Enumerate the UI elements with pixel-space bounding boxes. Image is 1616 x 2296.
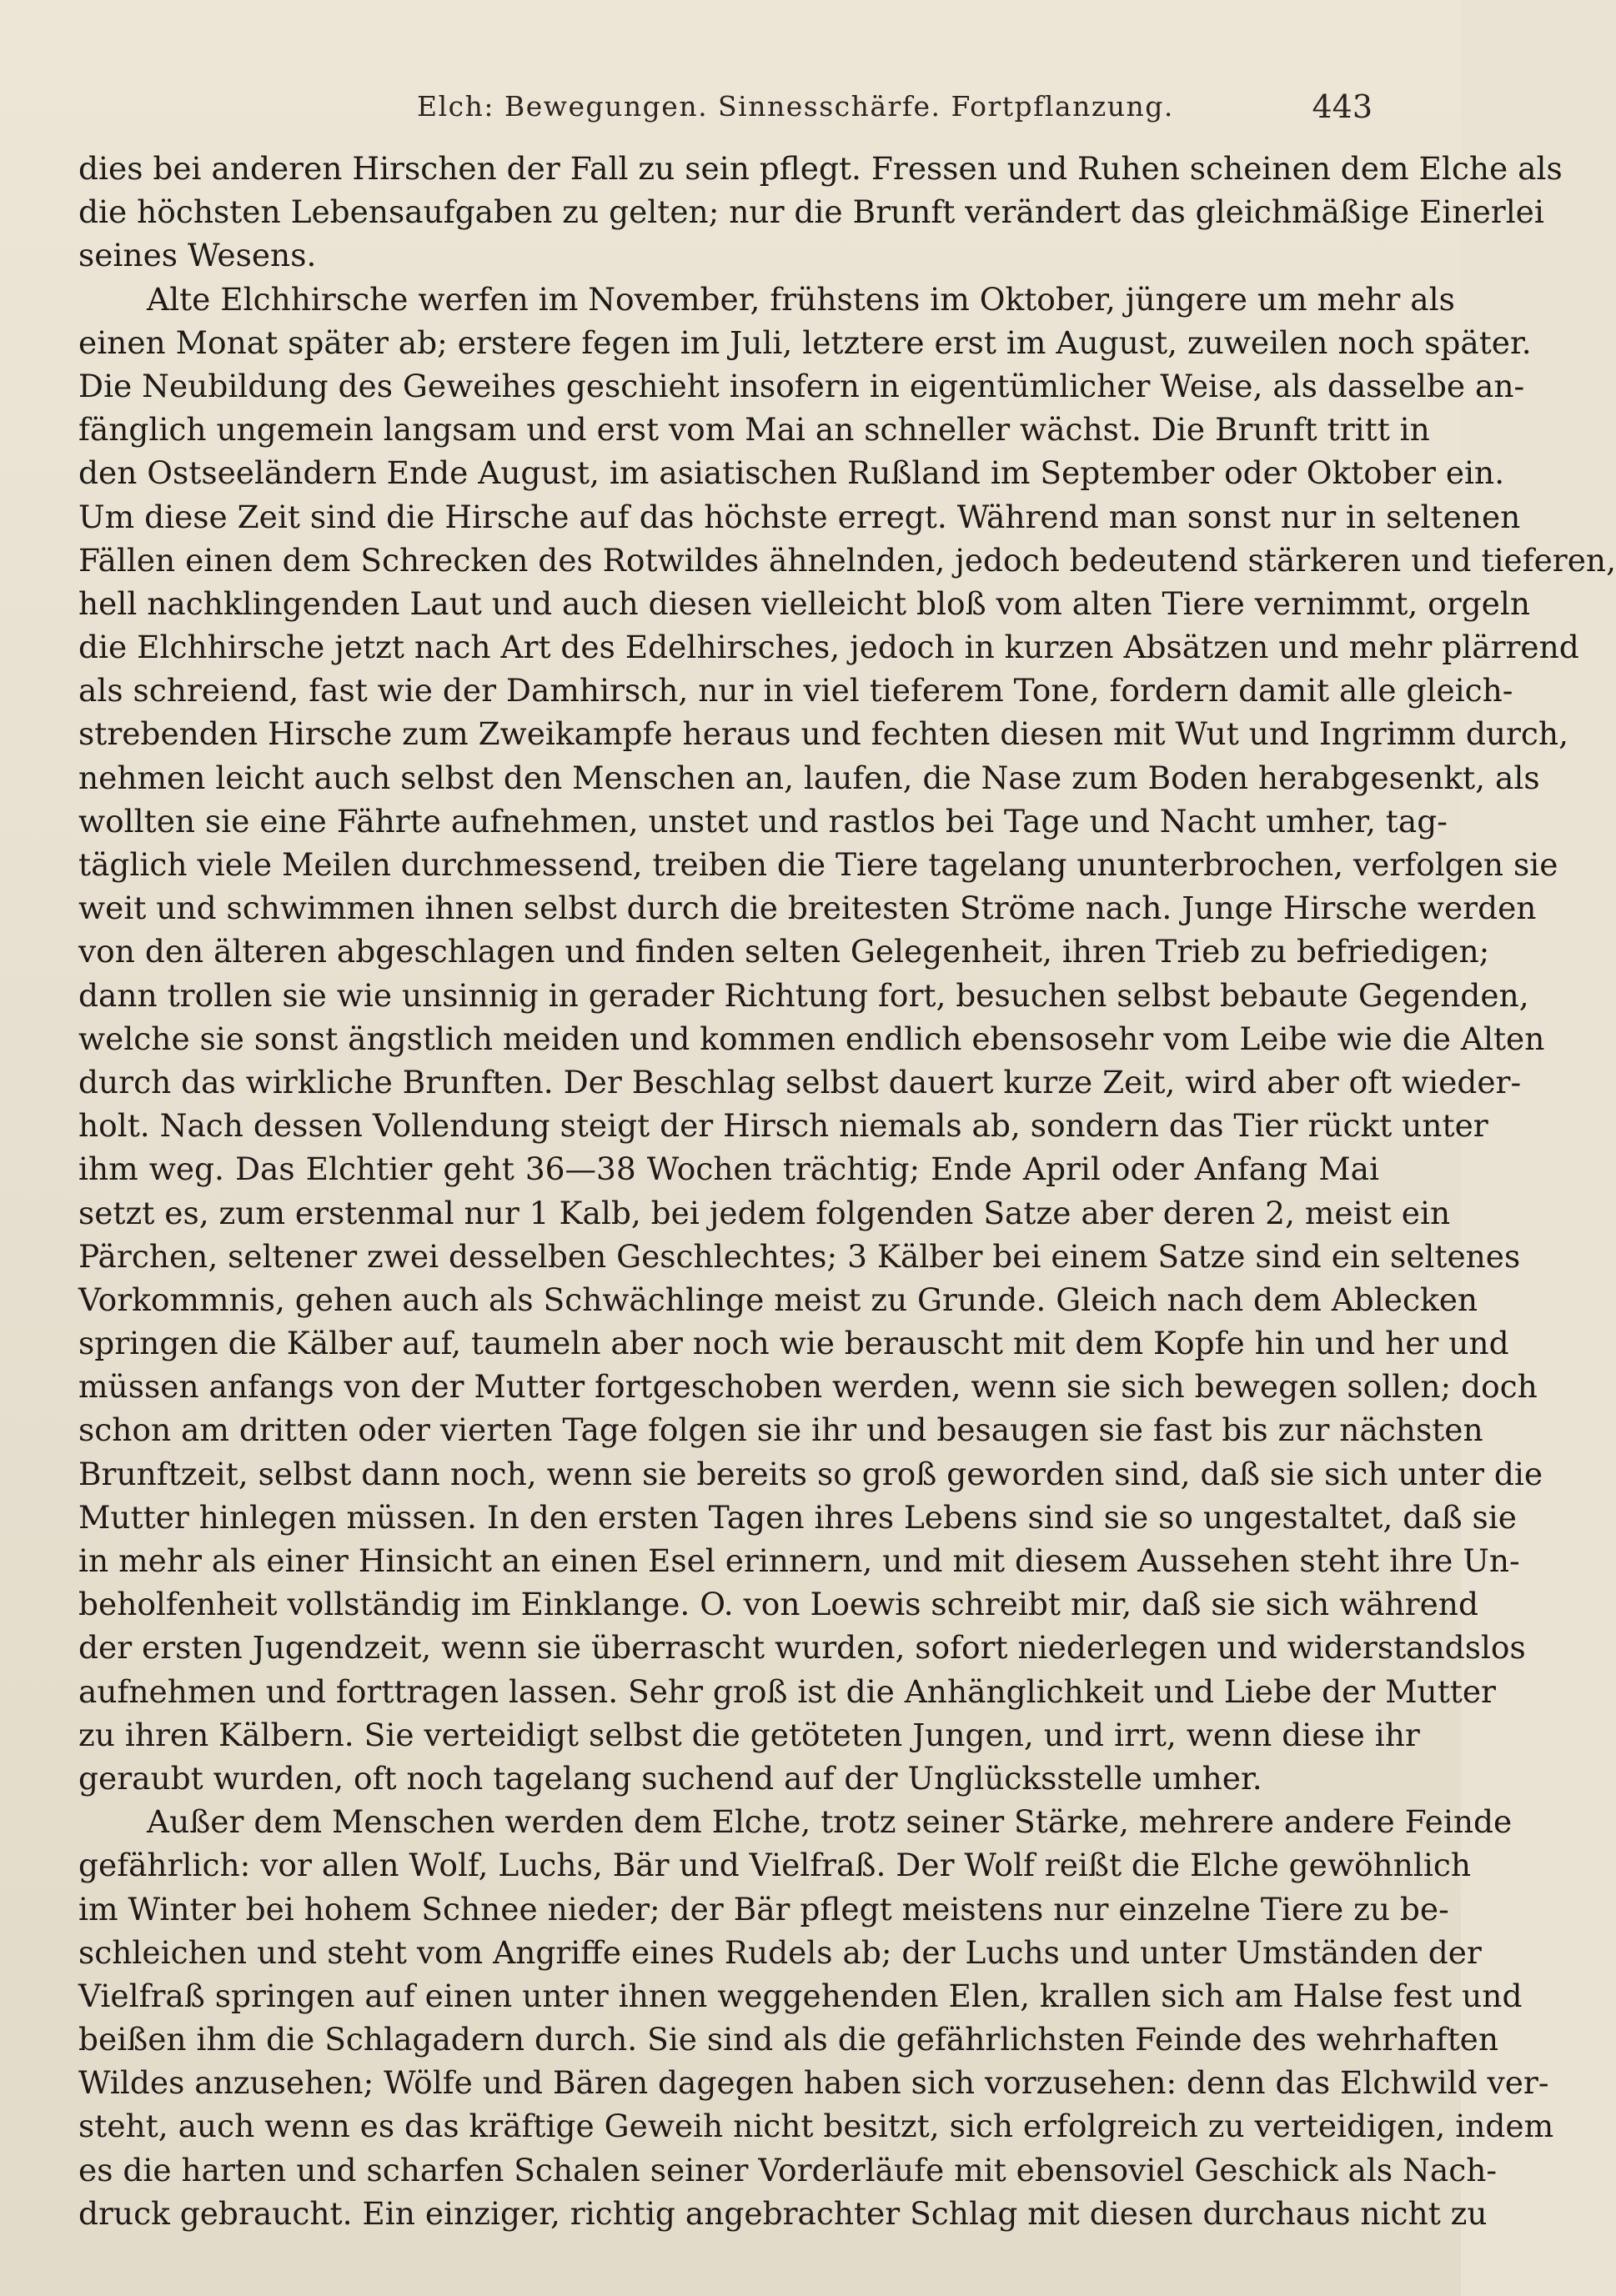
text-line: einen Monat später ab; erstere fegen im Juli, letztere erst im August, zuweilen noch später.: [78, 323, 1532, 361]
text-line: Pärchen, seltener zwei desselben Geschlechtes; 3 Kälber bei einem Satze sind ein seltenes: [78, 1237, 1521, 1275]
text-line: druck gebraucht. Ein einziger, richtig angebrachter Schlag mit diesen durchaus nicht zu: [78, 2194, 1488, 2232]
text-line: schon am dritten oder vierten Tage folgen sie ihr und besaugen sie fast bis zur nächsten: [78, 1411, 1483, 1449]
text-line: strebenden Hirsche zum Zweikampfe heraus und fechten diesen mit Wut und Ingrimm durch,: [78, 715, 1568, 753]
text-line: nehmen leicht auch selbst den Menschen an, laufen, die Nase zum Boden herabgesenkt, als: [78, 759, 1540, 796]
text-line: wollten sie eine Fährte aufnehmen, unstet und rastlos bei Tage und Nacht umher, tag-: [78, 802, 1448, 840]
text-line: Mutter hinlegen müssen. In den ersten Tagen ihres Lebens sind sie so ungestaltet, daß sie: [78, 1498, 1517, 1536]
text-line: hell nachklingenden Laut und auch diesen vielleicht bloß vom alten Tiere vernimmt, orgeln: [78, 584, 1531, 622]
text-line: schleichen und steht vom Angriffe eines Rudels ab; der Luchs und unter Umständen der: [78, 1933, 1482, 1971]
page-header: [417, 87, 1376, 137]
text-line: setzt es, zum erstenmal nur 1 Kalb, bei jedem folgenden Satze aber deren 2, meist ein: [78, 1194, 1451, 1231]
text-line: in mehr als einer Hinsicht an einen Esel erinnern, und mit diesem Aussehen steht ihre Un-: [78, 1542, 1520, 1579]
text-line: Wildes anzusehen; Wölfe und Bären dagegen haben sich vorzusehen: denn das Elchwild ver-: [78, 2064, 1549, 2102]
text-line: holt. Nach dessen Vollendung steigt der Hirsch niemals ab, sondern das Tier rückt unter: [78, 1107, 1488, 1145]
text-line: Alte Elchhirsche werfen im November, frühstens im Oktober, jüngere um mehr als: [147, 280, 1455, 318]
running-head: Elch: Bewegungen. Sinnesschärfe. Fortpflanzung.: [417, 90, 1174, 123]
page-number: 443: [1312, 88, 1373, 125]
text-line: müssen anfangs von der Mutter fortgeschoben werden, wenn sie sich bewegen sollen; doch: [78, 1368, 1538, 1406]
text-line: die Elchhirsche jetzt nach Art des Edelhirsches, jedoch in kurzen Absätzen und mehr plärrend: [78, 629, 1579, 666]
text-line: die höchsten Lebensaufgaben zu gelten; nur die Brunft verändert das gleichmäßige Einerlei: [78, 193, 1544, 231]
text-line: steht, auch wenn es das kräftige Geweih nicht besitzt, sich erfolgreich zu verteidigen, indem: [78, 2108, 1554, 2145]
text-line: der ersten Jugendzeit, wenn sie überrascht wurden, sofort niederlegen und widerstandslos: [78, 1629, 1526, 1667]
text-line: dies bei anderen Hirschen der Fall zu sein pflegt. Fressen und Ruhen scheinen dem Elche als: [78, 150, 1563, 187]
text-line: Fällen einen dem Schrecken des Rotwildes ähnelnden, jedoch bedeutend stärkeren und tieferen,: [78, 541, 1616, 579]
text-line: Brunftzeit, selbst dann noch, wenn sie bereits so groß geworden sind, daß sie sich unter die: [78, 1455, 1543, 1492]
text-line: fänglich ungemein langsam und erst vom Mai an schneller wächst. Die Brunft tritt in: [78, 411, 1430, 449]
text-line: Außer dem Menschen werden dem Elche, trotz seiner Stärke, mehrere andere Feinde: [147, 1803, 1513, 1841]
paragraph: [78, 278, 1616, 1801]
body-text: [78, 147, 1616, 2235]
text-line: gefährlich: vor allen Wolf, Luchs, Bär und Vielfraß. Der Wolf reißt die Elche gewöhnlich: [78, 1847, 1471, 1884]
text-line: von den älteren abgeschlagen und finden selten Gelegenheit, ihren Trieb zu befriedigen;: [78, 933, 1490, 970]
text-line: ihm weg. Das Elchtier geht 36—38 Wochen trächtig; Ende April oder Anfang Mai: [78, 1151, 1379, 1188]
text-line: springen die Kälber auf, taumeln aber noch wie berauscht mit dem Kopfe hin und her und: [78, 1325, 1509, 1362]
text-line: beholfenheit vollständig im Einklange. O. von Loewis schreibt mir, daß sie sich während: [78, 1586, 1478, 1623]
text-line: zu ihren Kälbern. Sie verteidigt selbst die getöteten Jungen, und irrt, wenn diese ihr: [78, 1716, 1420, 1753]
text-line: Vielfraß springen auf einen unter ihnen weggehenden Elen, krallen sich am Halse fest und: [78, 1977, 1523, 2014]
text-line: im Winter bei hohem Schnee nieder; der Bär pflegt meistens nur einzelne Tiere zu be-: [78, 1890, 1449, 1928]
text-line: dann trollen sie wie unsinnig in gerader Richtung fort, besuchen selbst bebaute Gegenden,: [78, 976, 1529, 1014]
text-line: welche sie sonst ängstlich meiden und kommen endlich ebensosehr vom Leibe wie die Alten: [78, 1020, 1545, 1057]
text-line: seines Wesens.: [78, 237, 317, 274]
text-line: beißen ihm die Schlagadern durch. Sie sind als die gefährlichsten Feinde des wehrhaften: [78, 2021, 1498, 2058]
text-line: es die harten und scharfen Schalen seiner Vorderläufe mit ebensoviel Geschick als Nach-: [78, 2151, 1498, 2188]
text-line: geraubt wurden, oft noch tagelang suchend auf der Unglücksstelle umher.: [78, 1759, 1262, 1797]
text-line: als schreiend, fast wie der Damhirsch, nur in viel tieferem Tone, fordern damit alle gleich-: [78, 672, 1513, 709]
paragraph: [78, 1800, 1554, 2235]
text-line: den Ostseeländern Ende August, im asiatischen Rußland im September oder Oktober ein.: [78, 454, 1505, 492]
text-line: aufnehmen und forttragen lassen. Sehr groß ist die Anhänglichkeit und Liebe der Mutter: [78, 1672, 1496, 1710]
text-line: Um diese Zeit sind die Hirsche auf das höchste erregt. Während man sonst nur in seltenen: [78, 498, 1521, 535]
text-line: weit und schwimmen ihnen selbst durch die breitesten Ströme nach. Junge Hirsche werden: [78, 890, 1537, 927]
text-line: Die Neubildung des Geweihes geschieht insofern in eigentümlicher Weise, als dasselbe an-: [78, 367, 1525, 404]
paragraph: [78, 147, 1563, 278]
text-line: durch das wirkliche Brunften. Der Beschlag selbst dauert kurze Zeit, wird aber oft wieder-: [78, 1063, 1522, 1100]
text-line: täglich viele Meilen durchmessend, treiben die Tiere tagelang ununterbrochen, verfolgen sie: [78, 846, 1558, 883]
text-line: Vorkommnis, gehen auch als Schwächlinge meist zu Grunde. Gleich nach dem Ablecken: [78, 1281, 1478, 1318]
